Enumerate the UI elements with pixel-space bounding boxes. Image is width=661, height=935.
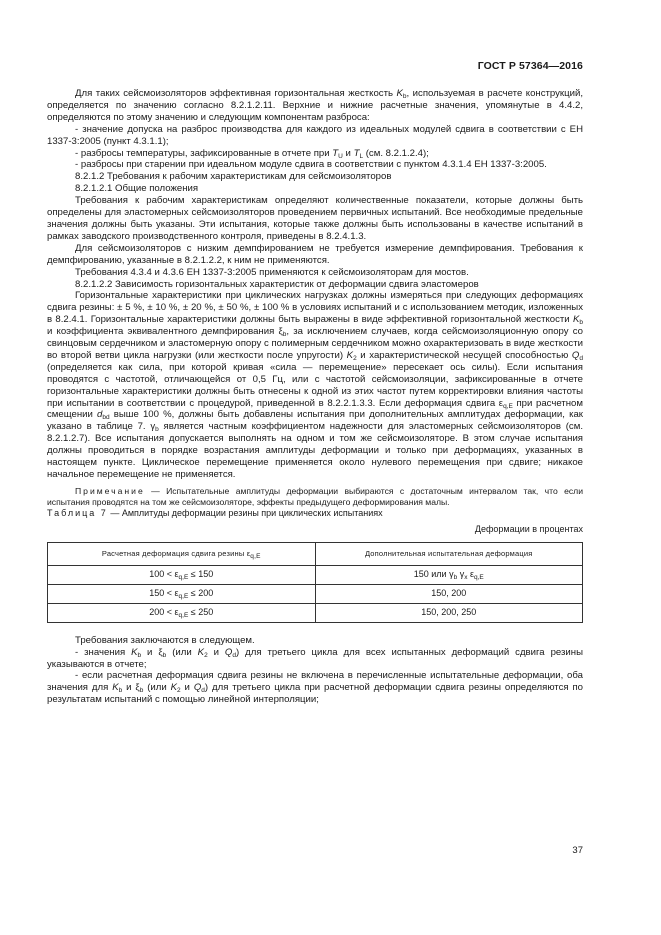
- table-cell: 150, 200: [315, 584, 583, 603]
- table-7: [47, 542, 583, 623]
- table-header-design-strain: Расчетная деформация сдвига резины $\varepsilon_{q,E}$: [48, 542, 316, 565]
- table-cell: 150, 200, 250: [315, 603, 583, 622]
- table-row: [48, 565, 583, 584]
- table-header-extra-strain: Дополнительная испытательная деформация: [315, 542, 583, 565]
- table-caption-label: Таблица 7: [47, 507, 108, 518]
- note: [47, 486, 583, 508]
- table-cell: $100 < \varepsilon_{q,E} \le 150$: [48, 565, 316, 584]
- note-label: Примечание: [75, 485, 145, 496]
- table-units: Деформации в процентах: [474, 523, 583, 534]
- paragraph: Горизонтальные характеристики при циклических нагрузках должны измеряться при следующих деформациях сдвига резины: ± 5 %, ± 10 %, ± 20 %, ± 50 %, ± 100 % в условиях испытаний и с использованием методик, изложенных в 8.2.4.1. Горизонтальные характеристики должны быть выражены в виде эффективной горизонтальной жесткости $K_b$ и коэффициента эквивалентного демпфирования $\xi_b$, за исключением случаев, когда сейсмоизоляционную опору со свинцовым сердечником и эластомерную опору с полимерным сердечником можно охарактеризовать в виде жесткости во второй ветви цикла нагрузки (или жесткости после упругости) $K_2$ и характеристической несущей способностью $Q_d$ (определяется как сила, при которой кривая «сила — перемещение» пересекает ось силы). Если испытания проводятся с частотой, отличающейся от 0,5 Гц, или с частотой сейсмоизоляции, зафиксированные в отчете горизонтальные характеристики должны быть отнесены к одной из этих частот путем корректировки влияния частоты при испытании в соответствии с процедурой, приведенной в 8.2.2.1.3.3. Если деформация сдвига $\varepsilon_{q,E}$ при расчетном смещении $d_{bd}$ выше 100 %, должны быть добавлены испытания при дополнительных амплитудах деформации, как указано в таблице 7. $\gamma_b$ является частным коэффициентом надежности для эластомерных сейсмоизоляторов (см. 8.2.1.2.7). Все испытания допускается выполнять на одном и том же сейсмоизоляторе. В этом случае испытания должны проводиться в порядке возрастания амплитуды деформации и только при деформациях, указанных в настоящем пункте. Циклическое перемещение применяется около нулевого перемещения при сдвиге; никакое начальное перемещение не применяется.: [47, 290, 584, 480]
- document-body: [47, 88, 583, 706]
- table-cell: $200 < \varepsilon_{q,E} \le 250$: [48, 603, 316, 622]
- table-caption: [47, 508, 583, 520]
- section-heading: 8.2.1.2 Требования к рабочим характеристикам для сейсмоизоляторов: [75, 171, 392, 183]
- paragraph: - разбросы при старении при идеальном модуле сдвига в соответствии с пунктом 4.3.1.4 ЕН 1337-3:2005.: [75, 159, 547, 171]
- paragraph: - значение допуска на разброс производства для каждого из идеальных модулей сдвига в соответствии с ЕН 1337-3:2005 (пункт 4.3.1.1);: [47, 123, 583, 147]
- standard-header: ГОСТ Р 57364—2016: [477, 60, 583, 72]
- table-cell: 150 или $\gamma_b$ $\gamma_x$ $\varepsilon_{q,E}$: [315, 565, 583, 584]
- paragraph: Для сейсмоизоляторов с низким демпфированием не требуется измерение демпфирования. Требования к демпфированию, указанные в 8.2.1.2.2, к ним не применяются.: [47, 242, 583, 266]
- table-row: [48, 603, 583, 622]
- paragraph: Требования к рабочим характеристикам определяют количественные показатели, которые должны быть определены для эластомерных сейсмоизоляторов проведением первичных испытаний. Все необходимые предельные значения должны быть указаны. Эти испытания, которые также должны быть использованы в качестве испытаний в рамках заводского производственного контроля, приведены в 8.2.4.1.3.: [47, 195, 583, 242]
- paragraph: - значения $K_b$ и $\xi_b$ (или $K_2$ и $Q_d$) для третьего цикла для всех испытанных деформаций сдвига резины указываются в отчете;: [47, 646, 583, 670]
- note-text: — Испытательные амплитуды деформации выбираются с достаточным интервалом так, что если испытания проводятся на том же сейсмоизоляторе, эффекты предыдущего деформирования малы.: [47, 485, 583, 507]
- section-heading: 8.2.1.2.2 Зависимость горизонтальных характеристик от деформации сдвига эластомеров: [75, 278, 479, 290]
- paragraph: Требования заключаются в следующем.: [75, 634, 255, 646]
- paragraph: - если расчетная деформация сдвига резины не включена в перечисленные испытательные деформации, оба значения для $K_b$ и $\xi_b$ (или $K_2$ и $Q_d$) для третьего цикла при расчетной деформации сдвига резины определяются по результатам испытаний с помощью линейной интерполяции;: [47, 670, 584, 706]
- page-number: 37: [572, 845, 583, 856]
- table-cell: $150 < \varepsilon_{q,E} \le 200$: [48, 584, 316, 603]
- table-caption-text: — Амплитуды деформации резины при циклических испытаниях: [110, 507, 383, 518]
- paragraph: - разбросы температуры, зафиксированные в отчете при $T_U$ и $T_L$ (см. 8.2.1.2.4);: [75, 147, 429, 160]
- table-row: [48, 584, 583, 603]
- paragraph: Для таких сейсмоизоляторов эффективная горизонтальная жесткость $K_b$, используемая в расчете конструкций, определяется по значению согласно 8.2.1.2.11. Верхние и нижние расчетные значения, упомянутые в 4.4.2, определяются по этому значению и следующим компонентам разброса:: [47, 88, 583, 123]
- paragraph: Требования 4.3.4 и 4.3.6 ЕН 1337-3:2005 применяются к сейсмоизоляторам для мостов.: [75, 266, 469, 278]
- section-heading: 8.2.1.2.1 Общие положения: [75, 183, 199, 195]
